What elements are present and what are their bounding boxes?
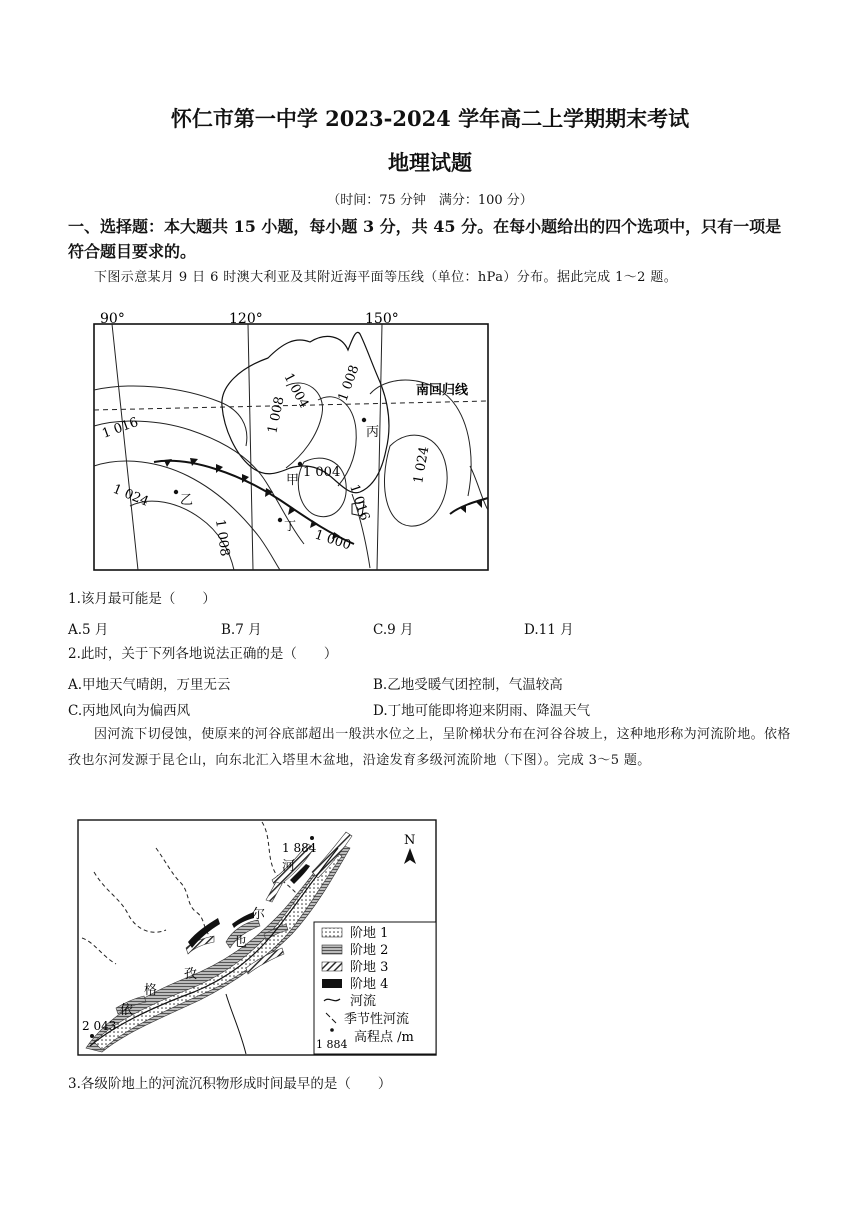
isobar-label: 1 008 [212, 518, 233, 558]
q1-option-a[interactable]: A.5 月 [68, 622, 109, 638]
isobar-label: 1 008 [265, 395, 288, 435]
legend-elev-sample: 1 884 [316, 1038, 348, 1051]
section-heading: 一、选择题：本大题共 15 小题，每小题 3 分，共 45 分。在每小题给出的四个选项中，只有一项是符合题目要求的。 [68, 217, 782, 261]
river-char: 也 [234, 935, 248, 950]
q1-option-b[interactable]: B.7 月 [221, 622, 262, 638]
isobar-map [90, 306, 492, 574]
q1-option-d[interactable]: D.11 月 [524, 622, 574, 638]
lon-label-150: 150° [365, 311, 399, 327]
question-1-stem: 1.该月最可能是（ ） [68, 591, 216, 607]
q2-option-a[interactable]: A.甲地天气晴朗，万里无云 [68, 677, 231, 693]
map-frame [94, 324, 488, 570]
question-3-stem: 3.各级阶地上的河流沉积物形成时间最早的是（ ） [68, 1076, 392, 1092]
elev-bottom: 2 043 [82, 1019, 117, 1033]
lon-label-90: 90° [100, 311, 125, 327]
isobar-label: 1 000 [312, 527, 353, 554]
isobar-label: 1 004 [303, 465, 341, 480]
place-jia: 甲 [286, 473, 300, 488]
legend-terrace-2: 阶地 2 [350, 943, 389, 958]
river-char: 依 [120, 1003, 134, 1018]
isobar-label: 1 016 [100, 414, 141, 442]
exam-title: 怀仁市第一中学 2023-2024 学年高二上学期期末考试 [170, 106, 690, 131]
legend-terrace-1: 阶地 1 [350, 926, 389, 941]
river-char: 格 [144, 983, 158, 998]
river-char: 尔 [252, 907, 266, 922]
legend-river: 河流 [350, 994, 377, 1009]
isobar-label: 1 016 [346, 482, 372, 523]
isobar-label: 1 004 [280, 370, 312, 411]
legend-elevation: 高程点 /m [354, 1030, 414, 1045]
tropic-label: 南回归线 [416, 383, 469, 398]
passage-1: 下图示意某月 9 日 6 时澳大利亚及其附近海平面等压线（单位：hPa）分布。据此完成 1～2 题。 [94, 270, 678, 285]
place-ding: 丁 [284, 519, 297, 533]
q2-option-c[interactable]: C.丙地风向为偏西风 [68, 703, 191, 719]
legend-seasonal-river: 季节性河流 [344, 1012, 410, 1027]
elev-top: 1 884 [282, 841, 317, 855]
isobar-label: 1 024 [110, 481, 151, 510]
isobar-label: 1 008 [335, 363, 363, 404]
north-label: N [404, 833, 416, 848]
time-info: （时间：75 分钟 满分：100 分） [327, 193, 533, 208]
lon-label-120: 120° [229, 311, 263, 327]
passage-2: 因河流下切侵蚀，使原来的河谷底部超出一般洪水位之上，呈阶梯状分布在河谷谷坡上，这种地形称为河流阶地。依格孜也尔河发源于昆仑山，向东北汇入塔里木盆地，沿途发育多级河流阶地（下图）。完成 3～5 题。 [68, 727, 791, 768]
place-yi: 乙 [180, 493, 194, 508]
q2-option-d[interactable]: D.丁地可能即将迎来阴雨、降温天气 [373, 703, 591, 719]
question-2-stem: 2.此时，关于下列各地说法正确的是（ ） [68, 646, 338, 662]
isobar-label: 1 024 [411, 445, 433, 485]
terrace-map [76, 818, 440, 1058]
river-char: 孜 [184, 967, 198, 982]
place-bing: 丙 [366, 425, 380, 440]
legend-terrace-3: 阶地 3 [350, 960, 389, 975]
river-char: 河 [282, 859, 296, 874]
q1-option-c[interactable]: C.9 月 [373, 622, 414, 638]
q2-option-b[interactable]: B.乙地受暖气团控制，气温较高 [373, 677, 563, 693]
subject-title: 地理试题 [388, 150, 472, 175]
legend-terrace-4: 阶地 4 [350, 977, 389, 992]
